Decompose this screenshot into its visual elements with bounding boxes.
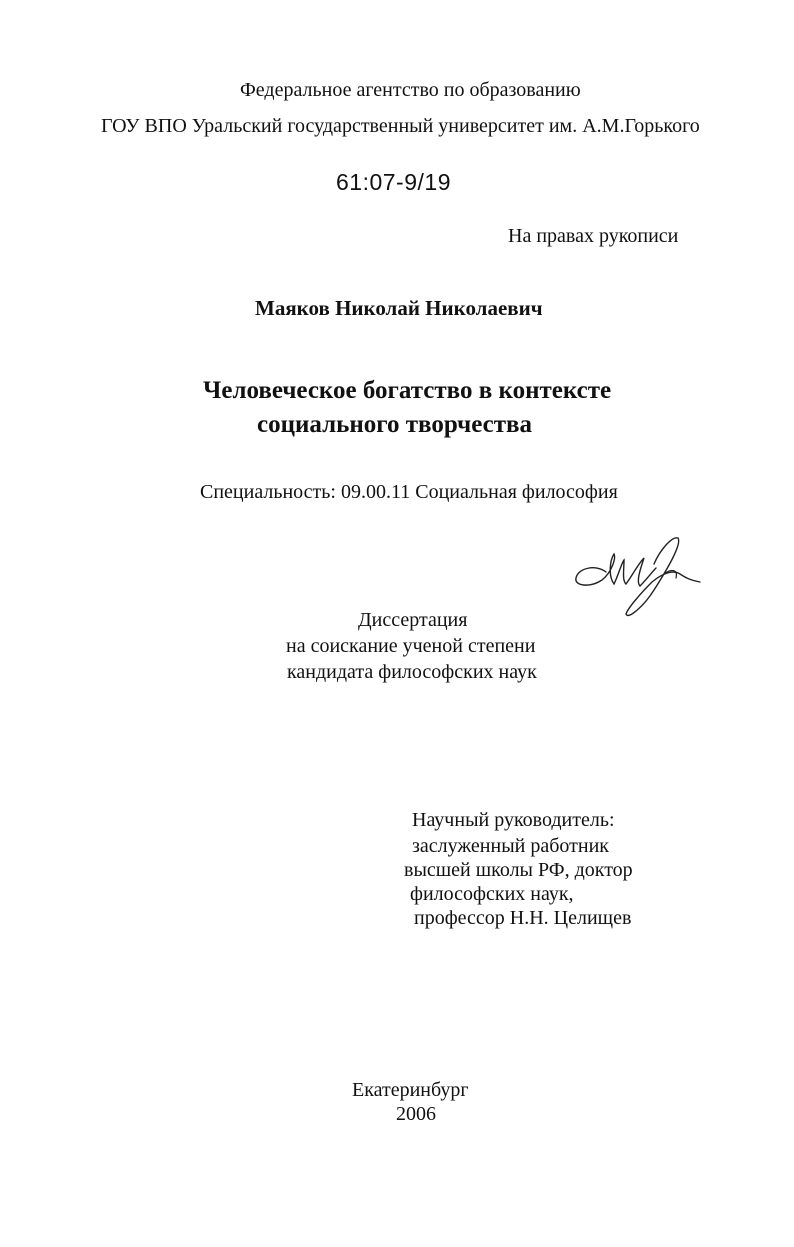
university-name: ГОУ ВПО Уральский государственный университет им. А.М.Горького bbox=[101, 115, 700, 137]
dissertation-label: Диссертация bbox=[358, 609, 468, 631]
rights-note: На правах рукописи bbox=[508, 225, 679, 247]
degree-field-line: кандидата философских наук bbox=[287, 661, 537, 683]
city: Екатеринбург bbox=[352, 1079, 469, 1101]
supervisor-heading: Научный руководитель: bbox=[412, 809, 615, 831]
dissertation-title-line-1: Человеческое богатство в контексте bbox=[203, 377, 612, 404]
supervisor-name: профессор Н.Н. Целищев bbox=[414, 907, 632, 929]
year: 2006 bbox=[396, 1103, 436, 1125]
handwritten-signature bbox=[568, 528, 708, 624]
degree-line: на соискание ученой степени bbox=[286, 635, 536, 657]
specialty-line: Специальность: 09.00.11 Социальная философия bbox=[200, 481, 618, 503]
catalog-code-stamp: 61:07-9/19 bbox=[336, 169, 451, 195]
dissertation-title-line-2: социального творчества bbox=[257, 411, 533, 438]
author-name: Маяков Николай Николаевич bbox=[255, 296, 543, 320]
agency-name: Федеральное агентство по образованию bbox=[240, 79, 581, 101]
supervisor-title-line-1: заслуженный работник bbox=[412, 835, 610, 857]
supervisor-title-line-3: философских наук, bbox=[410, 883, 574, 905]
supervisor-title-line-2: высшей школы РФ, доктор bbox=[404, 859, 633, 881]
